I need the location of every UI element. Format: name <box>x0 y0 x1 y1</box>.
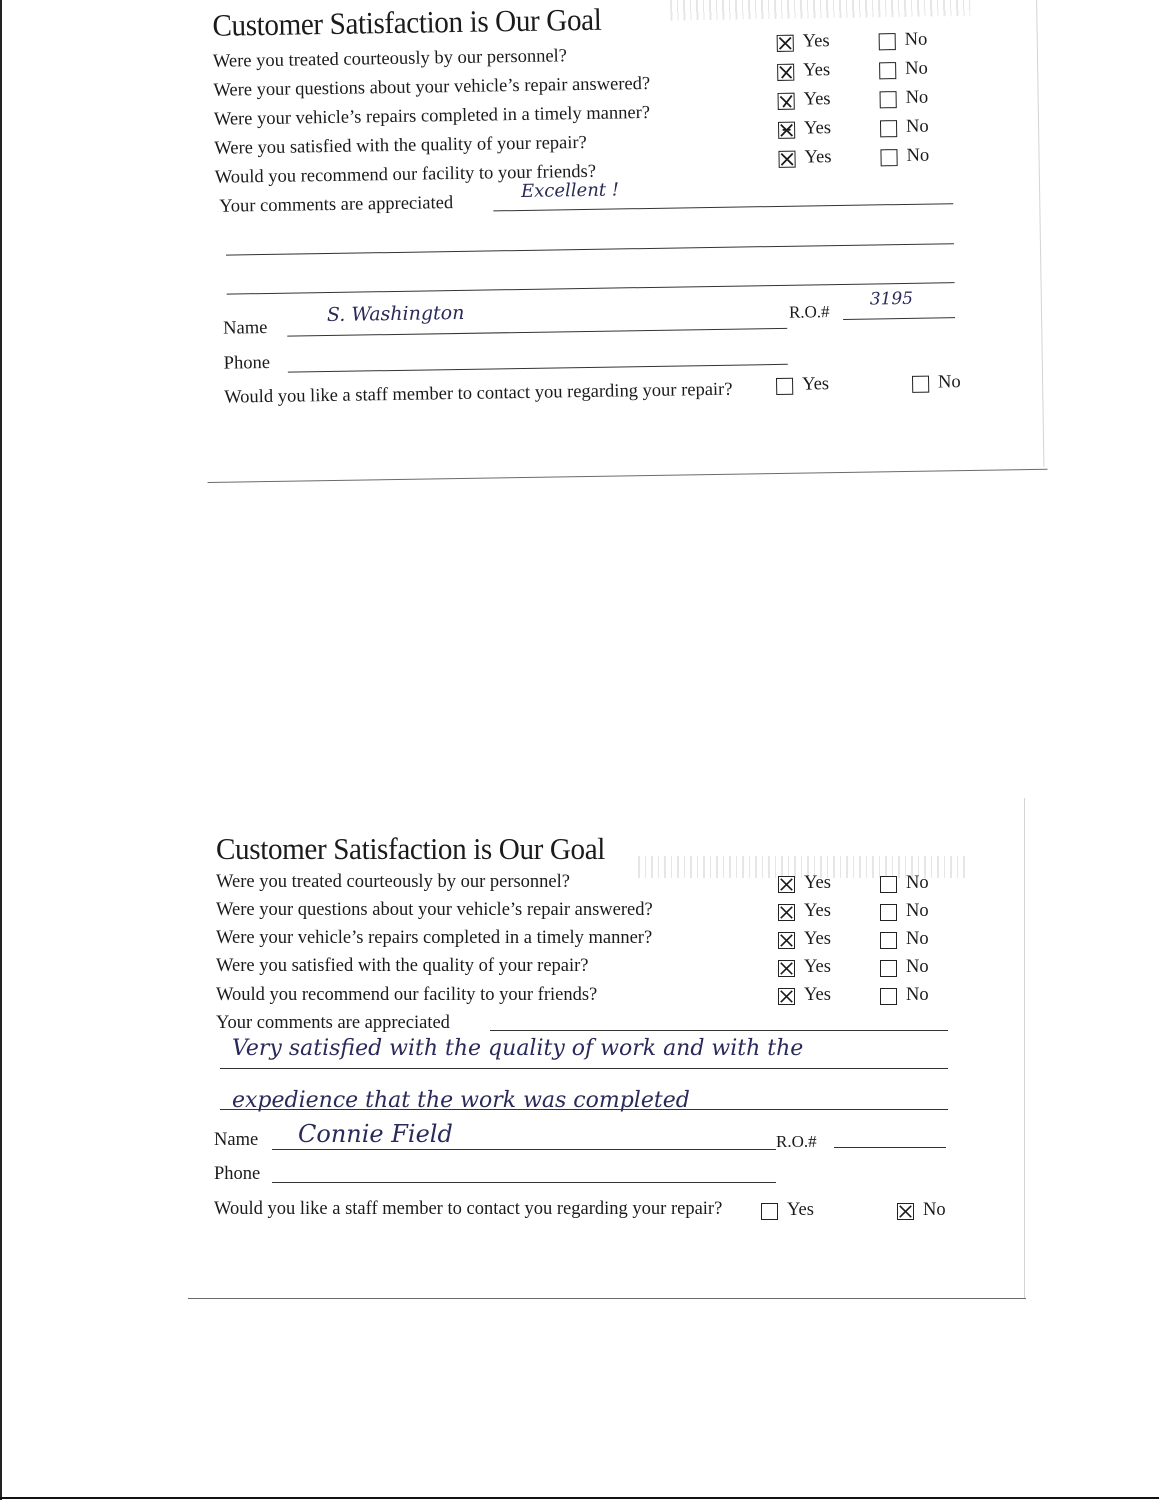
comments-text-2: expedience that the work was completed <box>232 1088 690 1113</box>
phone-line <box>272 1182 776 1183</box>
q3-no-label: No <box>905 87 929 108</box>
survey-card-2 <box>188 798 1026 1298</box>
q1-no-label: No <box>904 29 928 50</box>
q2-yes-checkbox[interactable] <box>778 904 795 921</box>
comments-label: Your comments are appreciated <box>216 1013 450 1033</box>
q3-no-checkbox[interactable] <box>880 932 897 949</box>
name-value: S. Washington <box>326 301 465 327</box>
q1-yes-checkbox[interactable] <box>778 876 795 893</box>
comments-line-1 <box>493 203 953 211</box>
q5-yes-label: Yes <box>804 985 831 1005</box>
contact-yes-checkbox[interactable] <box>761 1203 778 1220</box>
q5-no-label: No <box>906 985 929 1005</box>
phone-line <box>288 364 788 373</box>
name-line <box>287 328 787 337</box>
q4-yes-checkbox[interactable] <box>778 960 795 977</box>
question-2: Were your questions about your vehicle’s repair answered? <box>213 73 651 101</box>
q1-yes-checkbox[interactable] <box>777 35 794 52</box>
comments-line-3 <box>227 282 955 294</box>
card-title: Customer Satisfaction is Our Goal <box>216 831 606 866</box>
name-value: Connie Field <box>298 1120 453 1148</box>
contact-no-checkbox[interactable] <box>897 1203 914 1220</box>
q4-no-label: No <box>905 116 929 137</box>
comments-text-1: Excellent ! <box>520 179 620 202</box>
q5-yes-label: Yes <box>804 147 832 168</box>
comments-line-3 <box>220 1109 948 1110</box>
card-right-edge <box>1024 798 1025 1298</box>
name-label: Name <box>223 317 268 339</box>
q5-yes-checkbox[interactable] <box>778 151 795 168</box>
question-1: Were you treated courteously by our personnel? <box>216 872 570 892</box>
question-4: Were you satisfied with the quality of your repair? <box>216 956 589 976</box>
contact-no-label: No <box>923 1200 946 1220</box>
question-3: Were your vehicle’s repairs completed in a timely manner? <box>213 102 651 130</box>
q5-no-label: No <box>906 145 930 166</box>
contact-yes-checkbox[interactable] <box>776 378 793 395</box>
question-3: Were your vehicle’s repairs completed in a timely manner? <box>216 928 653 948</box>
scan-bottom-edge <box>0 1497 1159 1499</box>
q5-no-checkbox[interactable] <box>880 988 897 1005</box>
ro-line <box>843 317 955 320</box>
survey-card-1 <box>200 0 1047 480</box>
q2-no-checkbox[interactable] <box>880 904 897 921</box>
phone-label: Phone <box>214 1164 261 1184</box>
q2-yes-checkbox[interactable] <box>777 64 794 81</box>
name-line <box>272 1149 776 1150</box>
question-2: Were your questions about your vehicle’s repair answered? <box>216 900 653 920</box>
scan-left-edge <box>0 0 2 1500</box>
contact-question: Would you like a staff member to contact you regarding your repair? <box>224 379 733 408</box>
contact-no-checkbox[interactable] <box>912 376 929 393</box>
q1-no-label: No <box>906 873 929 893</box>
q4-yes-label: Yes <box>804 957 831 977</box>
q1-yes-label: Yes <box>804 873 831 893</box>
contact-yes-label: Yes <box>787 1200 814 1220</box>
q2-no-checkbox[interactable] <box>879 62 896 79</box>
q2-yes-label: Yes <box>803 60 831 81</box>
comments-line-2 <box>226 243 954 255</box>
question-5: Would you recommend our facility to your friends? <box>216 985 598 1005</box>
contact-question: Would you like a staff member to contact you regarding your repair? <box>214 1199 723 1219</box>
q2-yes-label: Yes <box>804 901 831 921</box>
q1-no-checkbox[interactable] <box>880 876 897 893</box>
card-bottom-edge <box>188 1298 1026 1299</box>
comments-line-1 <box>490 1030 948 1031</box>
card-right-edge <box>1036 0 1045 467</box>
phone-label: Phone <box>223 352 271 374</box>
card-title: Customer Satisfaction is Our Goal <box>212 1 602 43</box>
q5-yes-checkbox[interactable] <box>778 988 795 1005</box>
name-label: Name <box>214 1130 259 1150</box>
q4-no-label: No <box>906 957 929 977</box>
comments-line-2 <box>220 1068 948 1069</box>
ro-label: R.O.# <box>776 1132 817 1151</box>
ro-line <box>834 1147 946 1148</box>
q1-yes-label: Yes <box>802 31 830 52</box>
q3-yes-checkbox[interactable] <box>778 932 795 949</box>
card-bottom-edge <box>208 469 1048 483</box>
q2-no-label: No <box>905 58 928 79</box>
question-4: Were you satisfied with the quality of your repair? <box>214 132 587 159</box>
ro-value: 3195 <box>869 288 914 310</box>
contact-yes-label: Yes <box>801 374 830 395</box>
q2-no-label: No <box>906 901 929 921</box>
q3-no-label: No <box>906 929 929 949</box>
comments-label: Your comments are appreciated <box>219 193 454 217</box>
comments-text-1: Very satisfied with the quality of work and with the <box>232 1036 804 1061</box>
q5-no-checkbox[interactable] <box>880 149 897 166</box>
contact-no-label: No <box>937 372 961 393</box>
q3-yes-checkbox[interactable] <box>778 93 795 110</box>
q4-no-checkbox[interactable] <box>880 960 897 977</box>
faint-barcode <box>670 0 970 21</box>
ro-label: R.O.# <box>788 302 830 322</box>
q3-no-checkbox[interactable] <box>880 91 897 108</box>
q4-yes-checkbox[interactable] <box>778 122 795 139</box>
question-1: Were you treated courteously by our personnel? <box>212 46 568 72</box>
q1-no-checkbox[interactable] <box>879 33 896 50</box>
q4-no-checkbox[interactable] <box>880 120 897 137</box>
q3-yes-label: Yes <box>803 89 831 110</box>
q3-yes-label: Yes <box>804 929 831 949</box>
question-5: Would you recommend our facility to your friends? <box>214 161 597 188</box>
q4-yes-label: Yes <box>803 118 832 139</box>
